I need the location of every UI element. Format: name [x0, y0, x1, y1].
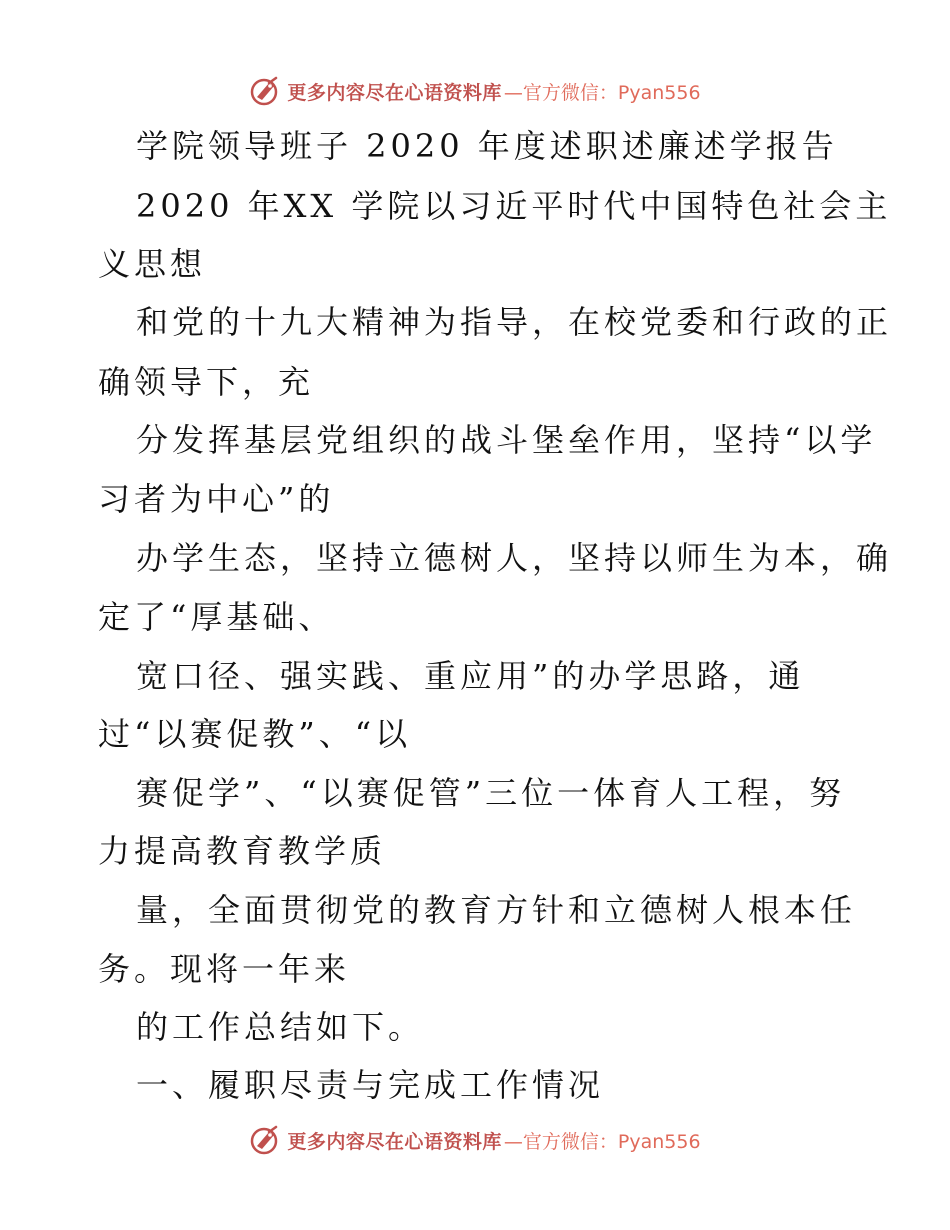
paragraph-line: 2020 年XX 学院以习近平时代中国特色社会主: [136, 187, 892, 225]
document-title: 学院领导班子 2020 年度述职述廉述学报告: [136, 127, 838, 165]
paragraph-line: 力提高教育教学质: [98, 832, 387, 870]
paragraph-line: 定了“厚基础、: [98, 598, 335, 636]
pen-nib-logo-icon: [249, 1124, 281, 1156]
section-heading: 一、履职尽责与完成工作情况: [136, 1066, 605, 1104]
paragraph-line: 习者为中心”的: [98, 480, 335, 518]
paragraph-line: 和党的十九大精神为指导，在校党委和行政的正: [136, 303, 893, 341]
watermark-contact-text: —官方微信：Pyan556: [503, 81, 701, 104]
bottom-watermark-banner: [0, 1120, 950, 1160]
watermark-promo-text: 更多内容尽在心语资料库: [287, 1130, 502, 1153]
watermark-contact-text: —官方微信：Pyan556: [503, 1130, 701, 1153]
paragraph-line: 过“以赛促教”、“以: [98, 715, 412, 753]
paragraph-line: 分发挥基层党组织的战斗堡垒作用，坚持“以学: [136, 421, 877, 459]
paragraph-line: 义思想: [98, 245, 207, 283]
top-watermark-banner: [0, 71, 950, 111]
paragraph-line: 量，全面贯彻党的教育方针和立德树人根本任: [136, 891, 857, 929]
pen-nib-logo-icon: [249, 75, 281, 107]
paragraph-line: 的工作总结如下。: [136, 1008, 425, 1046]
paragraph-line: 办学生态，坚持立德树人，坚持以师生为本，确: [136, 539, 893, 577]
paragraph-line: 确领导下，充: [98, 363, 315, 401]
paragraph-line: 宽口径、强实践、重应用”的办学思路，通: [136, 657, 805, 695]
paragraph-line: 务。现将一年来: [98, 950, 351, 988]
paragraph-line: 赛促学”、“以赛促管”三位一体育人工程，努: [136, 774, 846, 812]
watermark-promo-text: 更多内容尽在心语资料库: [287, 81, 502, 104]
